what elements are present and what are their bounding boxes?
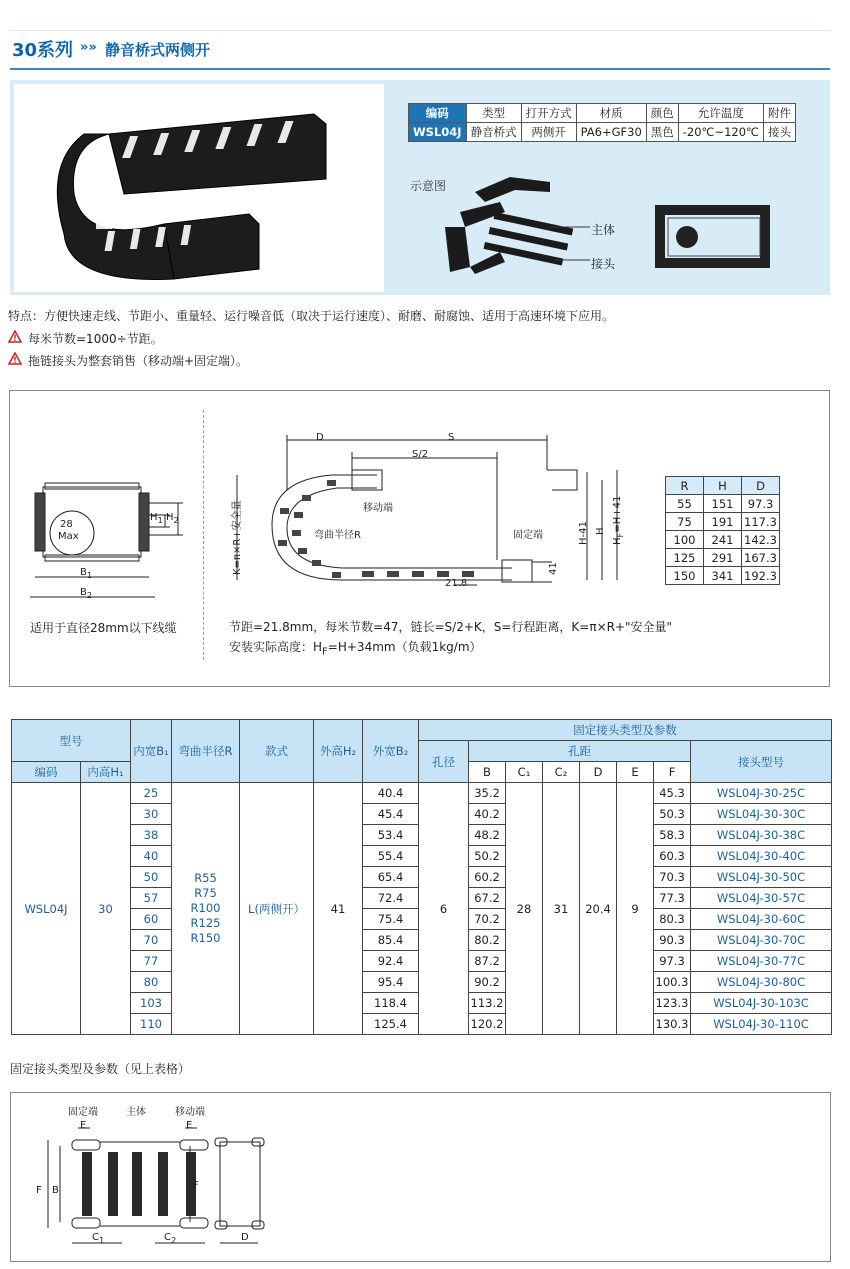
warning-icon bbox=[8, 330, 22, 343]
h-label: H bbox=[595, 527, 606, 535]
product-photo bbox=[14, 84, 384, 292]
bend-radius-value: R150 bbox=[190, 931, 221, 945]
spec-type: 静音桥式 bbox=[466, 123, 521, 142]
header-b: B bbox=[469, 762, 506, 783]
code-cell: WSL04J bbox=[12, 783, 81, 1035]
inner-b1-cell: 103 bbox=[131, 993, 172, 1014]
d-label: D bbox=[241, 1232, 249, 1243]
joint-model-cell: WSL04J-30-57C bbox=[691, 888, 832, 909]
fixed-joint-drawing-icon bbox=[30, 1118, 270, 1253]
moving-end-label: 移动端 bbox=[175, 1107, 205, 1118]
outer-b2-cell: 75.4 bbox=[363, 909, 419, 930]
f-cell: 58.3 bbox=[654, 825, 691, 846]
header-d: D bbox=[580, 762, 617, 783]
pitch-caption: 节距=21.8mm，每米节数=47，链长=S/2+K，S=行程距离，K=π×R+"安全量" bbox=[229, 620, 673, 634]
joint-model-cell: WSL04J-30-38C bbox=[691, 825, 832, 846]
header-inner-h1: 内高H₁ bbox=[81, 762, 131, 783]
d-cell: 20.4 bbox=[580, 783, 617, 1035]
c1-label: $C_1$ bbox=[92, 1232, 105, 1245]
f-cell: 123.3 bbox=[654, 993, 691, 1014]
b-cell: 35.2 bbox=[469, 783, 506, 804]
joint-model-cell: WSL04J-30-50C bbox=[691, 867, 832, 888]
outer-b2-cell: 125.4 bbox=[363, 1014, 419, 1035]
spec-header-material: 材质 bbox=[576, 104, 646, 123]
rhd-cell: 192.3 bbox=[742, 567, 780, 585]
inner-b1-cell: 50 bbox=[131, 867, 172, 888]
joint-model-cell: WSL04J-30-40C bbox=[691, 846, 832, 867]
inner-b1-cell: 30 bbox=[131, 804, 172, 825]
inner-h1-cell: 30 bbox=[81, 783, 131, 1035]
inner-b1-cell: 110 bbox=[131, 1014, 172, 1035]
fixed-joint-title: 固定接头类型及参数（见上表格） bbox=[10, 1062, 191, 1076]
inner-b1-cell: 40 bbox=[131, 846, 172, 867]
outer-b2-cell: 72.4 bbox=[363, 888, 419, 909]
c2-cell: 31 bbox=[543, 783, 580, 1035]
b-cell: 67.2 bbox=[469, 888, 506, 909]
b-cell: 80.2 bbox=[469, 930, 506, 951]
header-style: 款式 bbox=[240, 720, 314, 783]
joint-model-cell: WSL04J-30-30C bbox=[691, 804, 832, 825]
table-row bbox=[12, 783, 832, 804]
joint-model-cell: WSL04J-30-25C bbox=[691, 783, 832, 804]
outer-b2-cell: 92.4 bbox=[363, 951, 419, 972]
f-label-right: F bbox=[193, 1180, 199, 1191]
series-title: 30系列 bbox=[12, 40, 74, 61]
spec-temp: -20℃~120℃ bbox=[678, 123, 763, 142]
spec-code: WSL04J bbox=[409, 123, 467, 142]
d-label: D bbox=[316, 432, 324, 443]
header-c2: C₂ bbox=[543, 762, 580, 783]
joint-model-cell: WSL04J-30-80C bbox=[691, 972, 832, 993]
inner-b1-cell: 25 bbox=[131, 783, 172, 804]
outer-b2-cell: 85.4 bbox=[363, 930, 419, 951]
header-c1: C₁ bbox=[506, 762, 543, 783]
header-outer-h2: 外高H₂ bbox=[314, 720, 363, 783]
warning-icon bbox=[8, 352, 22, 365]
inner-b1-cell: 60 bbox=[131, 909, 172, 930]
header-model: 型号 bbox=[12, 720, 131, 762]
inner-b1-cell: 38 bbox=[131, 825, 172, 846]
outer-h2-cell: 41 bbox=[314, 783, 363, 1035]
cable-max-label: Max bbox=[58, 531, 79, 542]
inner-b1-cell: 77 bbox=[131, 951, 172, 972]
cross-section-icon bbox=[25, 475, 195, 610]
spec-header-accessory: 附件 bbox=[763, 104, 795, 123]
header-joint-model: 接头型号 bbox=[691, 741, 832, 783]
install-height-caption: 安装实际高度：$H_F=H+34mm$（负载1kg/m） bbox=[229, 640, 482, 658]
moving-end-label: 移动端 bbox=[363, 503, 393, 514]
c1-cell: 28 bbox=[506, 783, 543, 1035]
b-cell: 90.2 bbox=[469, 972, 506, 993]
body-label: 主体 bbox=[126, 1107, 146, 1118]
f-cell: 97.3 bbox=[654, 951, 691, 972]
header-outer-b2: 外宽B₂ bbox=[363, 720, 419, 783]
header-bend-radius: 弯曲半径R bbox=[172, 720, 240, 783]
cable-max-value: 28 bbox=[60, 519, 73, 530]
joint-model-cell: WSL04J-30-77C bbox=[691, 951, 832, 972]
b-cell: 60.2 bbox=[469, 867, 506, 888]
rhd-cell: 75 bbox=[666, 513, 704, 531]
b-cell: 113.2 bbox=[469, 993, 506, 1014]
side-view-icon bbox=[232, 430, 652, 600]
header-hole: 孔径 bbox=[419, 741, 469, 783]
f-cell: 45.3 bbox=[654, 783, 691, 804]
rhd-header: D bbox=[742, 477, 780, 495]
bend-radius-value: R125 bbox=[190, 916, 221, 930]
rhd-header: H bbox=[704, 477, 742, 495]
header-fixed-joint: 固定接头类型及参数 bbox=[419, 720, 832, 741]
header-code: 编码 bbox=[12, 762, 81, 783]
f-cell: 80.3 bbox=[654, 909, 691, 930]
b-cell: 70.2 bbox=[469, 909, 506, 930]
e-cell: 9 bbox=[617, 783, 654, 1035]
warning-joint-note: 拖链接头为整套销售（移动端+固定端）。 bbox=[28, 354, 249, 368]
e-label-left: E bbox=[80, 1120, 87, 1131]
rhd-cell: 151 bbox=[704, 495, 742, 513]
f-cell: 100.3 bbox=[654, 972, 691, 993]
spec-accessory: 接头 bbox=[763, 123, 795, 142]
joint-model-cell: WSL04J-30-70C bbox=[691, 930, 832, 951]
spec-header-temp: 允许温度 bbox=[678, 104, 763, 123]
header-f: F bbox=[654, 762, 691, 783]
schematic-body-label: 主体 bbox=[591, 223, 616, 237]
feature-text: 特点：方便快速走线、节距小、重量轻、运行噪音低（取决于运行速度）、耐磨、耐腐蚀、适用于高速环境下应用。 bbox=[8, 309, 615, 323]
joint-model-cell: WSL04J-30-60C bbox=[691, 909, 832, 930]
inner-b1-cell: 57 bbox=[131, 888, 172, 909]
spec-color: 黑色 bbox=[646, 123, 678, 142]
fixed-end-label: 固定端 bbox=[68, 1107, 98, 1118]
inner-b1-cell: 80 bbox=[131, 972, 172, 993]
b-cell: 40.2 bbox=[469, 804, 506, 825]
pitch-label: 21.8 bbox=[445, 578, 468, 589]
joint-model-cell: WSL04J-30-103C bbox=[691, 993, 832, 1014]
h1-label: $H_1$ bbox=[150, 512, 163, 525]
inner-b1-cell: 70 bbox=[131, 930, 172, 951]
cable-diameter-caption: 适用于直径28mm以下线缆 bbox=[30, 621, 177, 635]
divider bbox=[203, 410, 204, 660]
b-cell: 50.2 bbox=[469, 846, 506, 867]
rhd-cell: 97.3 bbox=[742, 495, 780, 513]
schematic-joint-label: 接头 bbox=[591, 257, 616, 271]
bend-radius-cell bbox=[172, 783, 240, 1035]
rhd-cell: 125 bbox=[666, 549, 704, 567]
outer-b2-cell: 65.4 bbox=[363, 867, 419, 888]
k-label: K=π×R+安全量 bbox=[232, 500, 243, 575]
c2-label: $C_2$ bbox=[164, 1232, 177, 1245]
rhd-cell: 241 bbox=[704, 531, 742, 549]
e-label-right: E bbox=[186, 1120, 193, 1131]
b-cell: 48.2 bbox=[469, 825, 506, 846]
hole-cell: 6 bbox=[419, 783, 469, 1035]
outer-b2-cell: 53.4 bbox=[363, 825, 419, 846]
cable-chain-photo-icon bbox=[14, 84, 384, 292]
fixed-end-label: 固定端 bbox=[513, 530, 543, 541]
rhd-cell: 100 bbox=[666, 531, 704, 549]
f-cell: 130.3 bbox=[654, 1014, 691, 1035]
rhd-cell: 55 bbox=[666, 495, 704, 513]
bend-radius-value: R100 bbox=[190, 901, 221, 915]
outer-b2-cell: 40.4 bbox=[363, 783, 419, 804]
b-label: B bbox=[52, 1185, 59, 1196]
outer-b2-cell: 95.4 bbox=[363, 972, 419, 993]
f-cell: 50.3 bbox=[654, 804, 691, 825]
chevrons-icon: »» bbox=[80, 40, 97, 55]
bend-radius-value: R75 bbox=[194, 886, 217, 900]
f-cell: 90.3 bbox=[654, 930, 691, 951]
spec-header-color: 颜色 bbox=[646, 104, 678, 123]
bend-radius-label: 弯曲半径R bbox=[314, 530, 361, 541]
schematic-chain-icon bbox=[440, 172, 590, 282]
b1-label: $B_1$ bbox=[80, 567, 93, 580]
rhd-cell: 341 bbox=[704, 567, 742, 585]
model-table bbox=[11, 719, 832, 1035]
outer-b2-cell: 118.4 bbox=[363, 993, 419, 1014]
spec-material: PA6+GF30 bbox=[576, 123, 646, 142]
style-cell: L(两侧开） bbox=[240, 783, 314, 1035]
rhd-cell: 291 bbox=[704, 549, 742, 567]
spec-header-code: 编码 bbox=[409, 104, 467, 123]
h2-label: $H_2$ bbox=[166, 512, 179, 525]
rhd-cell: 142.3 bbox=[742, 531, 780, 549]
rhd-cell: 117.3 bbox=[742, 513, 780, 531]
schematic-label: 示意图 bbox=[410, 179, 447, 193]
f-cell: 77.3 bbox=[654, 888, 691, 909]
b2-label: $B_2$ bbox=[80, 587, 93, 600]
f-cell: 60.3 bbox=[654, 846, 691, 867]
h-minus-41-label: H-41 bbox=[578, 521, 589, 545]
spec-header-open: 打开方式 bbox=[521, 104, 576, 123]
schematic-front-icon bbox=[650, 200, 780, 275]
rhd-cell: 150 bbox=[666, 567, 704, 585]
f-cell: 70.3 bbox=[654, 867, 691, 888]
header-inner-b1: 内宽B₁ bbox=[131, 720, 172, 783]
warning-pitch-note: 每米节数=1000÷节距。 bbox=[28, 332, 163, 346]
s-label: S bbox=[448, 432, 455, 443]
b-cell: 120.2 bbox=[469, 1014, 506, 1035]
rhd-cell: 191 bbox=[704, 513, 742, 531]
header-e: E bbox=[617, 762, 654, 783]
joint-model-cell: WSL04J-30-110C bbox=[691, 1014, 832, 1035]
spec-open: 两侧开 bbox=[521, 123, 576, 142]
rhd-header: R bbox=[666, 477, 704, 495]
rhd-cell: 167.3 bbox=[742, 549, 780, 567]
spec-table bbox=[408, 103, 796, 142]
outer-b2-cell: 55.4 bbox=[363, 846, 419, 867]
bend-radius-value: R55 bbox=[194, 871, 217, 885]
outer-b2-cell: 45.4 bbox=[363, 804, 419, 825]
spec-header-type: 类型 bbox=[466, 104, 521, 123]
rhd-table bbox=[665, 476, 780, 585]
f-label-left: F bbox=[36, 1185, 42, 1196]
hf-label: $H_F=H+41$ bbox=[612, 495, 625, 545]
b-cell: 87.2 bbox=[469, 951, 506, 972]
header-pitch: 孔距 bbox=[469, 741, 691, 762]
s-half-label: S/2 bbox=[412, 449, 429, 460]
height-41-label: 41 bbox=[548, 562, 559, 575]
series-subtitle: 静音桥式两侧开 bbox=[105, 41, 211, 59]
